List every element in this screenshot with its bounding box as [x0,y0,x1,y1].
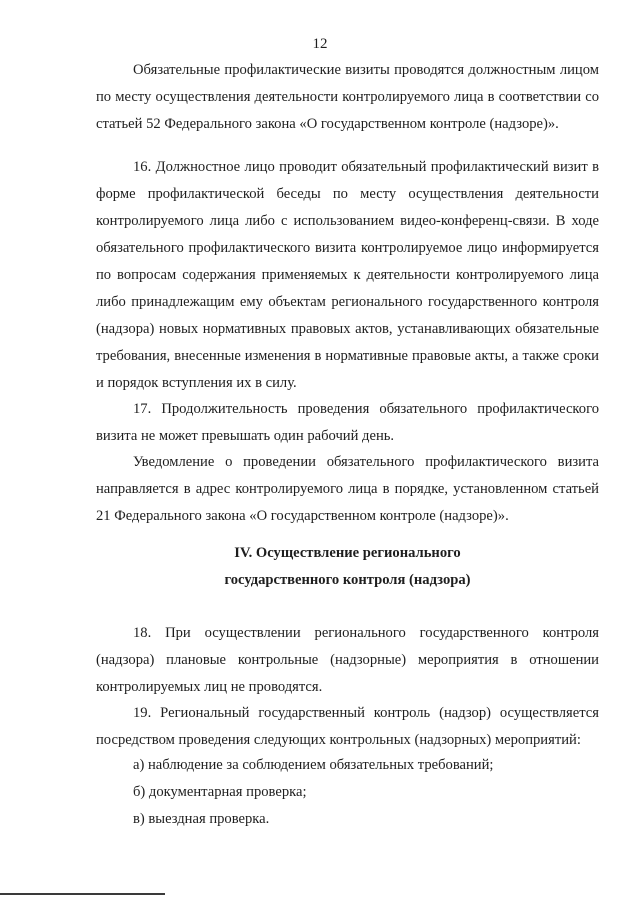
paragraph-17: 17. Продолжительность проведения обязательного профилактического визита не может превышать один рабочий день. [96,401,599,444]
paragraph-16: 16. Должностное лицо проводит обязательный профилактический визит в форме профилактической беседы по месту осуществления деятельности контролируемого лица либо с использованием видео-конференц-связи. В ходе обязательного профилактического визита контролируемое лицо информируется по вопросам содержания применяемых к деятельности контролируемого лица либо принадлежащим ему объектам регионального государственного контроля (надзора) новых нормативных правовых актов, устанавливающих обязательные требования, внесенные изменения в нормативные правовые акты, а также сроки и порядок вступления их в силу. [96,159,599,391]
paragraph-18: 18. При осуществлении регионального государственного контроля (надзора) плановые контрольные (надзорные) мероприятия в отношении контролируемых лиц не проводятся. [96,625,599,695]
paragraph-profilactic-visits: Обязательные профилактические визиты проводятся должностным лицом по месту осуществления деятельности контролируемого лица в соответствии со статьей 52 Федерального закона «О государственном контроле (надзоре)». [96,62,599,132]
list-item-documentary-check: б) документарная проверка; [133,784,307,800]
section-heading-line-2: государственного контроля (надзора) [224,572,471,588]
scan-edge-mark [0,893,165,895]
list-item-observation: а) наблюдение за соблюдением обязательных требований; [133,757,494,773]
page-number: 12 [312,36,328,52]
list-item-onsite-check: в) выездная проверка. [133,811,270,827]
section-heading-line-1: IV. Осуществление регионального [234,545,461,561]
paragraph-19: 19. Региональный государственный контроль (надзор) осуществляется посредством проведения следующих контрольных (надзорных) мероприятий: [96,705,599,748]
paragraph-17-notice: Уведомление о проведении обязательного профилактического визита направляется в адрес контролируемого лица в порядке, установленном статьей 21 Федерального закона «О государственном контроле (надзоре)». [96,454,599,524]
